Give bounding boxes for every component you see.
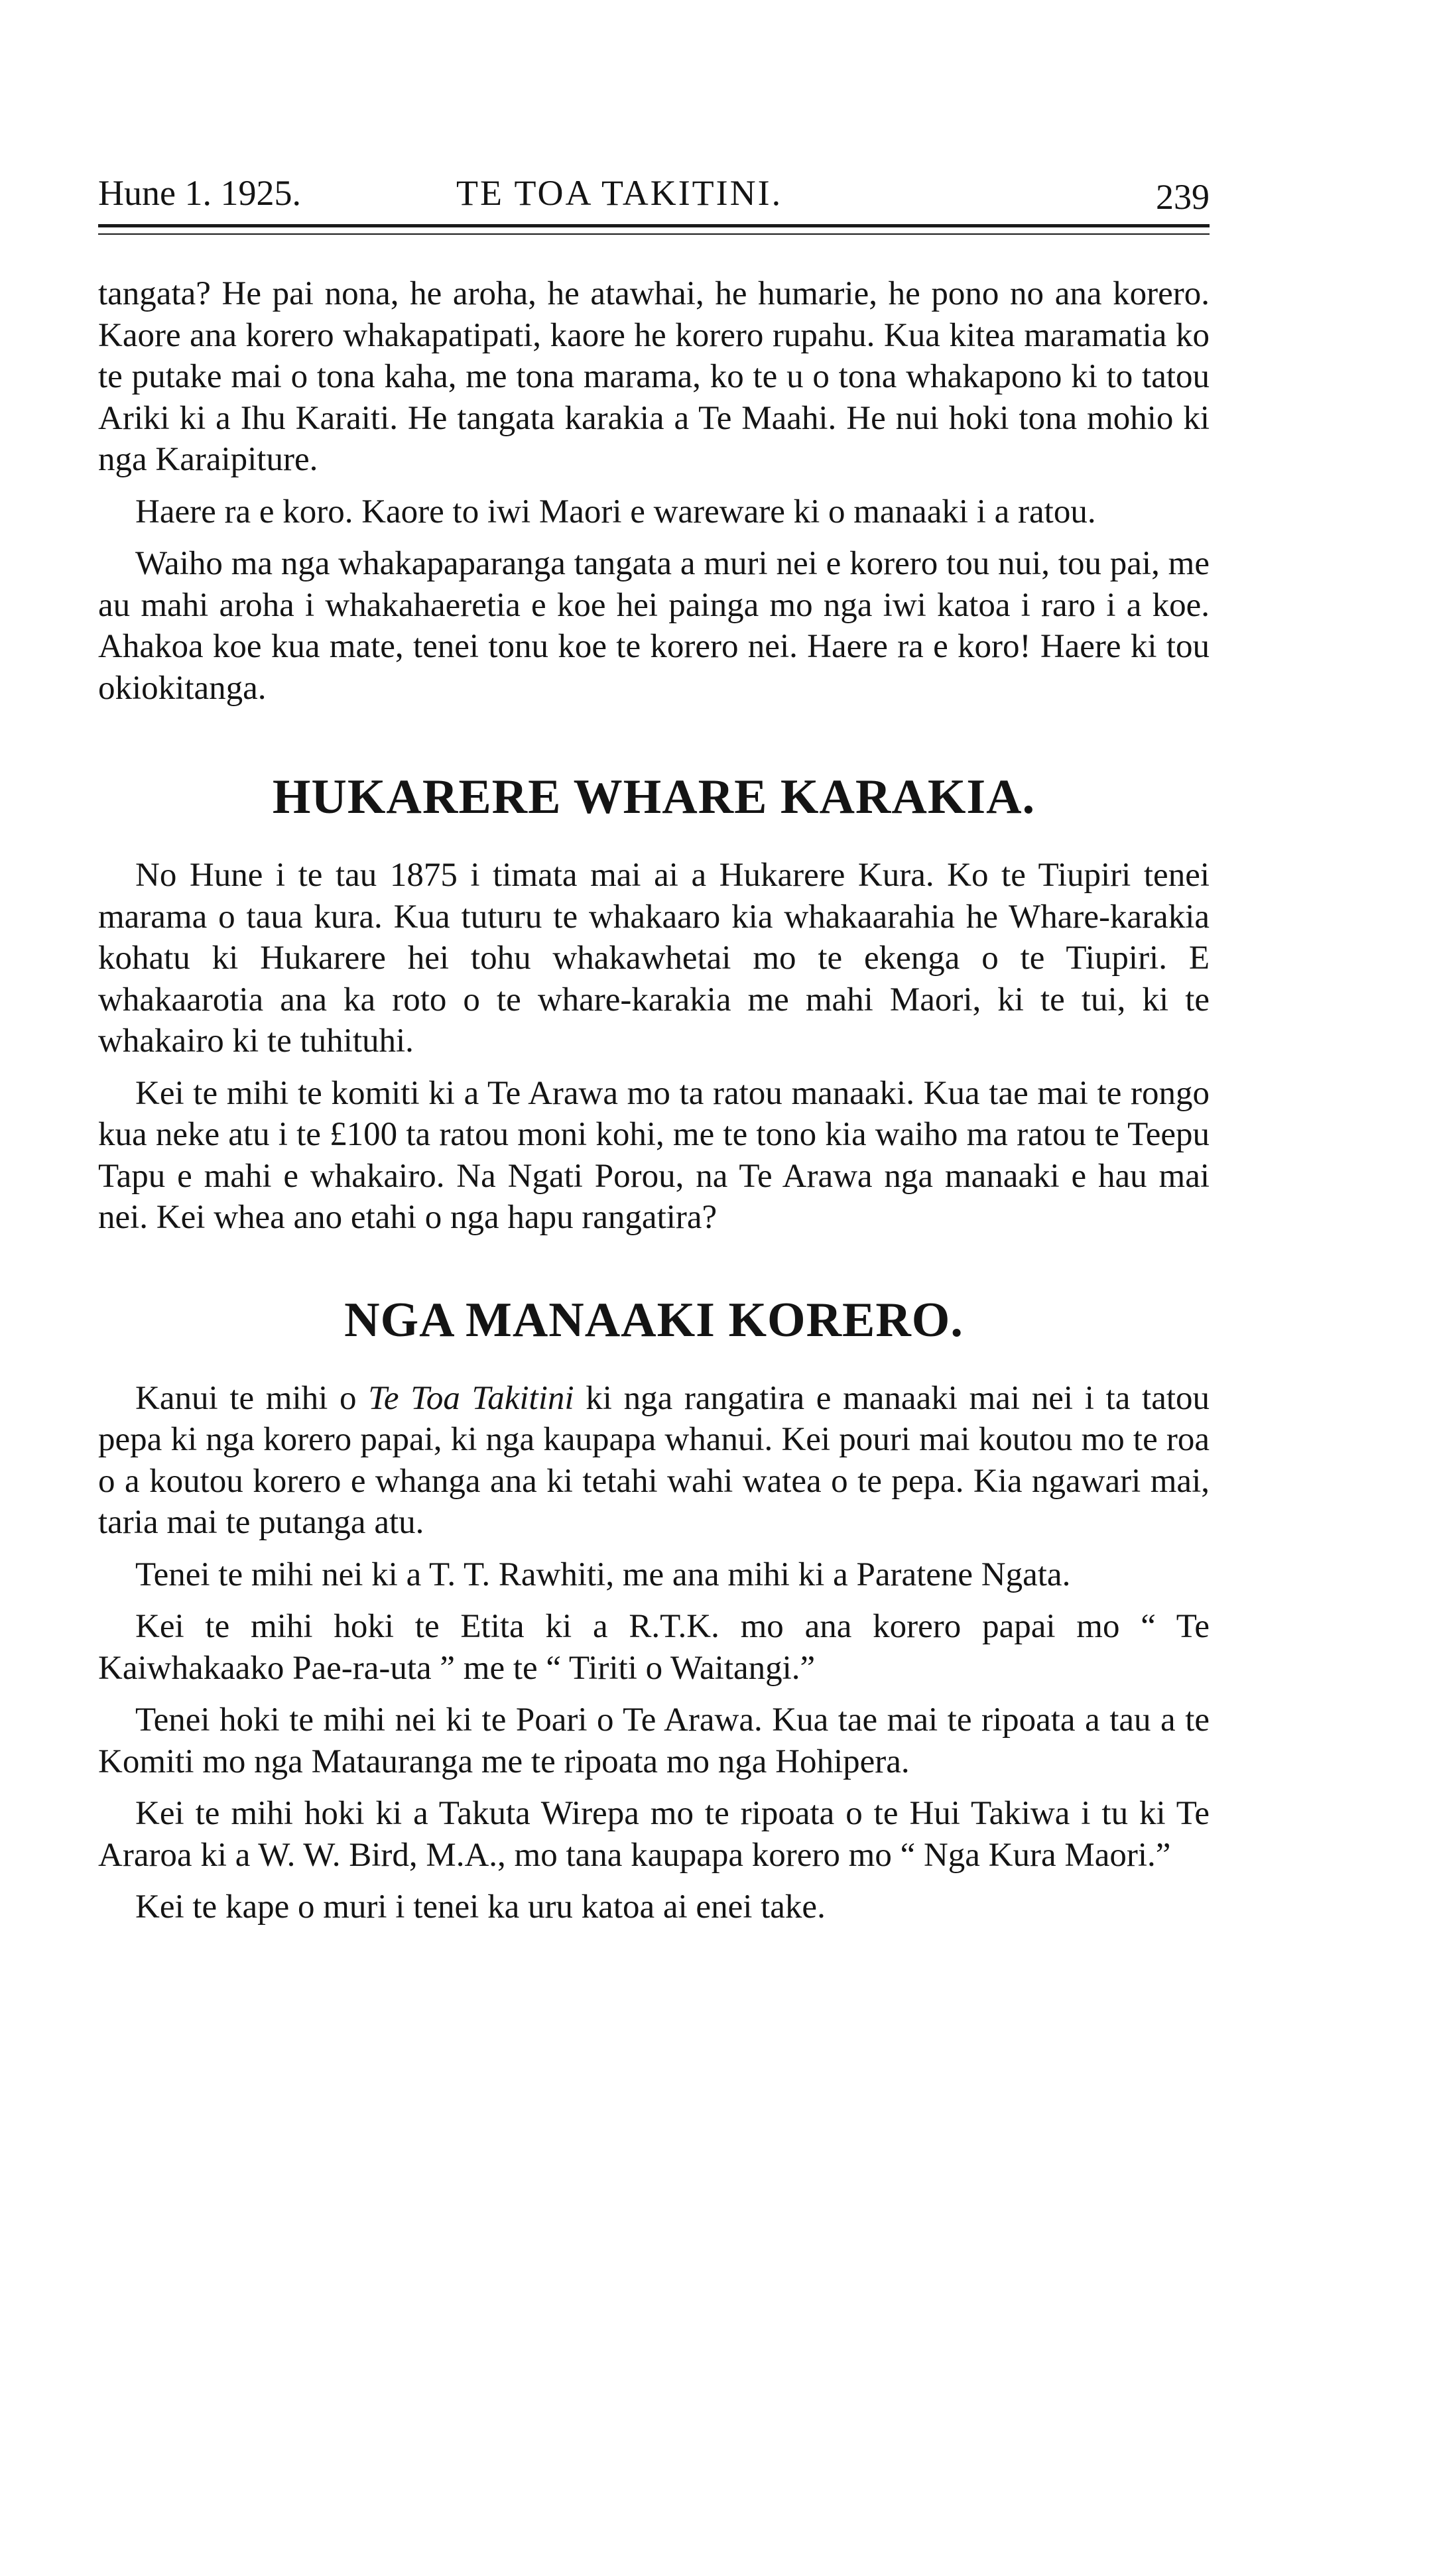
paragraph: Kei te kape o muri i tenei ka uru katoa ai enei take. [135, 1888, 826, 1926]
paragraph: Haere ra e koro. Kaore to iwi Maori e wareware ki o manaaki i a ratou. [135, 493, 1096, 530]
paragraph-text: Kanui te mihi o [135, 1379, 369, 1417]
paragraph: Tenei te mihi nei ki a T. T. Rawhiti, me ana mihi ki a Paratene Ngata. [135, 1556, 1071, 1593]
header-rule-thin [98, 233, 1210, 235]
header-rule-thick [98, 224, 1210, 227]
paragraph: Kei te mihi hoki te Etita ki a R.T.K. mo ana korero papai mo “ Te Kaiwhakaako Pae-ra-uta ” me te “ Tiriti o Waitangi.” [98, 1608, 1210, 1687]
publication-name-italic: Te Toa Takitini [368, 1379, 574, 1417]
issue-date: Hune 1. 1925. [98, 173, 301, 213]
publication-title: TE TOA TAKITINI. [456, 173, 783, 213]
paragraph: Tenei hoki te mihi nei ki te Poari o Te Arawa. Kua tae mai te ripoata a tau a te Komiti mo nga Matauranga me te ripoata mo nga Hohipera. [98, 1701, 1210, 1780]
paragraph: tangata? He pai nona, he aroha, he atawhai, he humarie, he pono no ana korero. Kaore ana korero whakapatipati, kaore he korero rupahu. Kua kitea maramatia ko te putake mai o tona kaha, me tona marama, ko te u o tona whakapono ki to tatou Ariki ki a Ihu Karaiti. He tangata karakia a Te Maahi. He nui hoki tona mohio ki nga Karaipiture. [98, 275, 1210, 478]
section-heading-manaaki: NGA MANAAKI KORERO. [344, 1292, 964, 1347]
paragraph-text: ki nga rangatira e manaaki mai nei i ta tatou pepa ki nga korero papai, ki nga kaupapa whanui. Kei pouri mai koutou mo te roa o a koutou korero e whanga ana ki tetahi wahi watea o te pepa. Kia ngawari mai, taria mai te putanga atu. [98, 1379, 1210, 1541]
section-heading-hukarere: HUKARERE WHARE KARAKIA. [272, 770, 1036, 824]
paragraph: No Hune i te tau 1875 i timata mai ai a Hukarere Kura. Ko te Tiupiri tenei marama o taua kura. Kua tuturu te whakaaro kia whakaarahia he Whare-karakia kohatu ki Hukarere hei tohu whakawhetai mo te ekenga o te Tiupiri. E whakaarotia ana ka roto o te whare-karakia me mahi Maori, ki te tui, ki te whakairo ki te tuhituhi. [98, 857, 1210, 1060]
paragraph [98, 1378, 1210, 1544]
running-head [98, 159, 1210, 219]
paragraph: Waiho ma nga whakapaparanga tangata a muri nei e korero tou nui, tou pai, me au mahi aroha i whakahaeretia e koe hei painga mo nga iwi katoa i raro i a koe. Ahakoa koe kua mate, tenei tonu koe te korero nei. Haere ra e koro! Haere ki tou okiokitanga. [98, 545, 1210, 707]
body-text [98, 273, 1210, 1939]
paragraph: Kei te mihi te komiti ki a Te Arawa mo ta ratou manaaki. Kua tae mai te rongo kua neke atu i te £100 ta ratou moni kohi, me te tono kia waiho ma ratou te Teepu Tapu e mahi e whakairo. Na Ngati Porou, na Te Arawa nga manaaki e hau mai nei. Kei whea ano etahi o nga hapu rangatira? [98, 1074, 1210, 1236]
page-number: 239 [1156, 177, 1210, 217]
paragraph: Kei te mihi hoki ki a Takuta Wirepa mo te ripoata o te Hui Takiwa i tu ki Te Araroa ki a W. W. Bird, M.A., mo tana kaupapa korero mo “ Nga Kura Maori.” [98, 1795, 1210, 1874]
